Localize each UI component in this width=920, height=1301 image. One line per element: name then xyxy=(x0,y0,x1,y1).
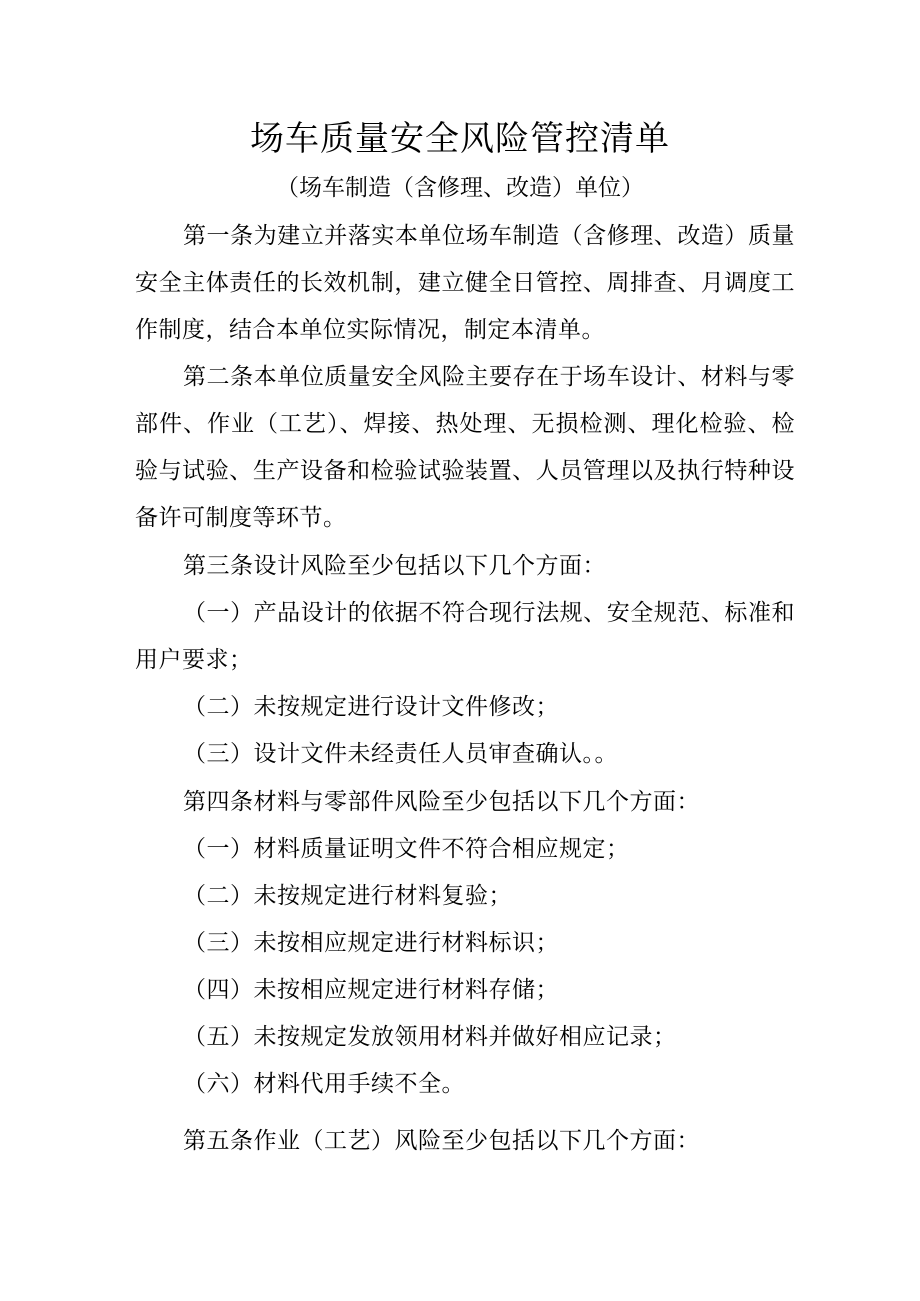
paragraph-article-4-item-6: （六）材料代用手续不全。 xyxy=(183,1071,465,1097)
document-subtitle: （场车制造（含修理、改造）单位） xyxy=(276,175,644,201)
document-title: 场车质量安全风险管控清单 xyxy=(250,119,670,159)
paragraph-article-4-item-4: （四）未按相应规定进行材料存储； xyxy=(183,977,559,1003)
paragraph-article-5: 第五条作业（工艺）风险至少包括以下几个方面： xyxy=(183,1128,700,1154)
paragraph-article-3-item-1: （一）产品设计的依据不符合现行法规、安全规范、标准和用户要求； xyxy=(135,600,795,673)
paragraph-article-1: 第一条为建立并落实本单位场车制造（含修理、改造）质量安全主体责任的长效机制，建立健全日管控、周排查、月调度工作制度，结合本单位实际情况，制定本清单。 xyxy=(135,223,795,343)
paragraph-article-4-item-1: （一）材料质量证明文件不符合相应规定； xyxy=(183,836,630,862)
paragraph-article-3-item-2: （二）未按规定进行设计文件修改； xyxy=(183,694,559,720)
paragraph-article-4-item-3: （三）未按相应规定进行材料标识； xyxy=(183,930,559,956)
paragraph-article-4-item-2: （二）未按规定进行材料复验； xyxy=(183,883,512,909)
paragraph-article-3: 第三条设计风险至少包括以下几个方面： xyxy=(183,553,606,579)
paragraph-article-3-item-3: （三）设计文件未经责任人员审查确认。。 xyxy=(183,741,618,767)
paragraph-article-2: 第二条本单位质量安全风险主要存在于场车设计、材料与零部件、作业（工艺）、焊接、热处理、无损检测、理化检验、检验与试验、生产设备和检验试验装置、人员管理以及执行特种设备许可制度等环节。 xyxy=(135,364,795,531)
paragraph-article-4-item-5: （五）未按规定发放领用材料并做好相应记录； xyxy=(183,1024,677,1050)
paragraph-article-4: 第四条材料与零部件风险至少包括以下几个方面： xyxy=(183,789,700,815)
